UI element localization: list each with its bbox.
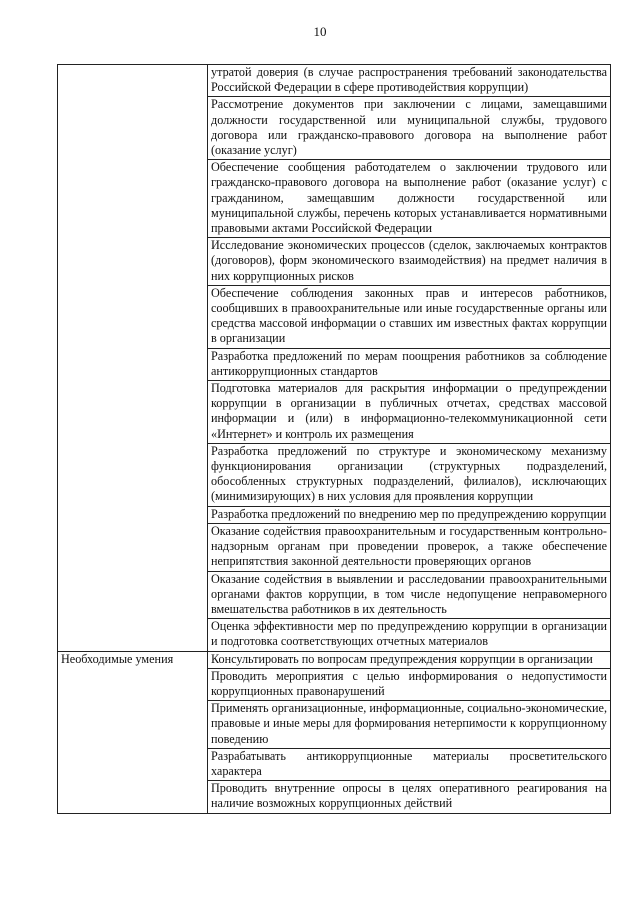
functions-table [57,64,611,814]
skill-item: Проводить внутренние опросы в целях оперативного реагирования на наличие возможных коррупционных действий [208,781,611,813]
labor-action-item: Рассмотрение документов при заключении с лицами, замещавшими должности государственной или муниципальной службы, трудового договора или гражданско-правового договора на выполнение работ (оказание услуг) [208,97,611,160]
labor-action-item: утратой доверия (в случае распространения требований законодательства Российской Федерации в сфере противодействия коррупции) [208,65,611,97]
labor-action-item: Подготовка материалов для раскрытия информации о предупреждении коррупции в организации в публичных отчетах, средствах массовой информации и (или) в информационно-телекоммуникационной сети «Интернет» и контроль их размещения [208,381,611,444]
skill-item: Применять организационные, информационные, социально-экономические, правовые и иные меры для формирования нетерпимости к коррупционному поведению [208,701,611,749]
skill-item: Разрабатывать антикоррупционные материалы просветительского характера [208,748,611,780]
labor-action-item: Обеспечение соблюдения законных прав и интересов работников, сообщивших в правоохранительные или иные государственные органы или средства массовой информации о ставших им известных фактах коррупции в организации [208,285,611,348]
skill-item: Консультировать по вопросам предупреждения коррупции в организации [208,651,611,668]
labor-action-item: Разработка предложений по мерам поощрения работников за соблюдение антикоррупционных стандартов [208,348,611,380]
labor-action-item: Обеспечение сообщения работодателем о заключении трудового или гражданско-правового договора на выполнение работ (оказание услуг) с гражданином, замещавшим должности государственной или муниципальной службы, перечень которых устанавливается нормативными правовыми актами Российской Федерации [208,160,611,238]
labor-action-item: Разработка предложений по структуре и экономическому механизму функционирования организации (структурных подразделений, обособленных структурных подразделений, филиалов), исключающих (минимизирующих) в них условия для проявления коррупции [208,443,611,506]
table-row [58,651,611,668]
skill-item: Проводить мероприятия с целью информирования о недопустимости коррупционных правонарушений [208,668,611,700]
labor-action-item: Исследование экономических процессов (сделок, заключаемых контрактов (договоров), форм экономического взаимодействия) на предмет наличия в них коррупционных рисков [208,238,611,286]
labor-action-item: Оценка эффективности мер по предупреждению коррупции в организации и подготовка соответствующих отчетных материалов [208,619,611,651]
labor-action-item: Разработка предложений по внедрению мер по предупреждению коррупции [208,506,611,523]
labor-action-item: Оказание содействия правоохранительным и государственным контрольно-надзорным органам при проведении проверок, а также обеспечение неприпятствия законной деятельности проверяющих органов [208,523,611,571]
labor-action-item: Оказание содействия в выявлении и расследовании правоохранительными органами фактов коррупции, в том числе недопущение неправомерного вмешательства работников в их деятельность [208,571,611,619]
page-number: 10 [313,24,327,39]
skills-label: Необходимые умения [58,651,208,813]
labor-actions-label-cell [58,65,208,652]
table-row [58,65,611,97]
